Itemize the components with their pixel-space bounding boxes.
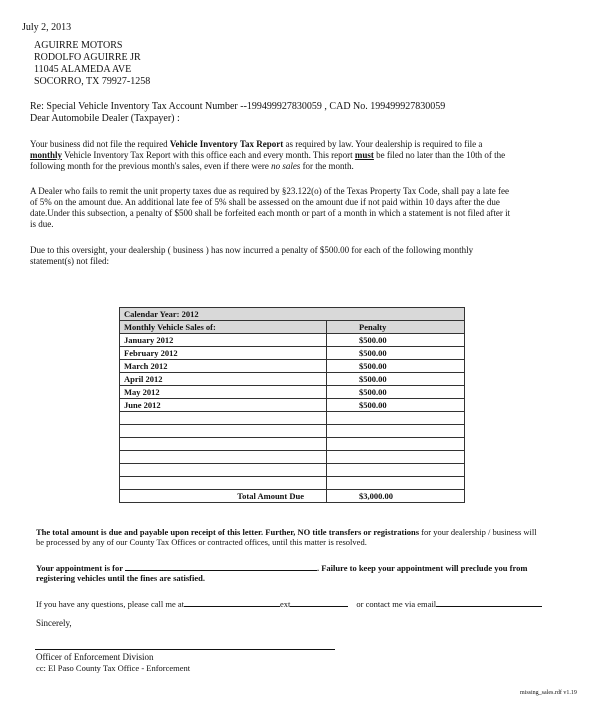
phone-blank[interactable] bbox=[184, 597, 280, 607]
table-row bbox=[120, 477, 465, 490]
paragraph-line: be processed by any of our County Tax Offices or contracted offices, until this matter is resolved. bbox=[36, 537, 367, 547]
month-cell: January 2012 bbox=[120, 334, 327, 347]
month-cell: April 2012 bbox=[120, 373, 327, 386]
penalty-cell bbox=[327, 464, 465, 477]
penalty-cell: $500.00 bbox=[327, 334, 465, 347]
paragraph-line: Due to this oversight, your dealership ( business ) has now incurred a penalty of $500.00 for each of the following monthly bbox=[30, 245, 474, 255]
paragraph-line: Your appointment is for . Failure to keep your appointment will preclude you from bbox=[36, 563, 528, 573]
month-cell bbox=[120, 412, 327, 425]
month-cell: February 2012 bbox=[120, 347, 327, 360]
table-row bbox=[120, 425, 465, 438]
month-cell: May 2012 bbox=[120, 386, 327, 399]
paragraph-line: following month for the previous month's sales, even if there were no sales for the month. bbox=[30, 161, 354, 171]
month-cell: March 2012 bbox=[120, 360, 327, 373]
address-line: 11045 ALAMEDA AVE bbox=[34, 64, 132, 75]
signature-line bbox=[35, 649, 335, 650]
appointment-notice bbox=[36, 561, 527, 583]
calendar-year-header: Calendar Year: 2012 bbox=[120, 308, 465, 321]
paragraph-penalty-notice bbox=[30, 245, 473, 267]
penalty-cell bbox=[327, 412, 465, 425]
penalty-table bbox=[119, 307, 465, 503]
email-blank[interactable] bbox=[436, 597, 542, 607]
penalty-cell bbox=[327, 477, 465, 490]
table-row bbox=[120, 360, 465, 373]
officer-title: Officer of Enforcement Division bbox=[36, 652, 154, 662]
paragraph-line: registering vehicles until the fines are satisfied. bbox=[36, 573, 205, 583]
month-cell bbox=[120, 464, 327, 477]
month-cell: June 2012 bbox=[120, 399, 327, 412]
penalty-cell: $500.00 bbox=[327, 360, 465, 373]
column-header-penalty: Penalty bbox=[327, 321, 465, 334]
table-row bbox=[120, 412, 465, 425]
penalty-cell: $500.00 bbox=[327, 373, 465, 386]
column-header-month: Monthly Vehicle Sales of: bbox=[120, 321, 327, 334]
table-row bbox=[120, 451, 465, 464]
closing: Sincerely, bbox=[36, 618, 72, 628]
table-row bbox=[120, 464, 465, 477]
address-line: AGUIRRE MOTORS bbox=[34, 40, 123, 51]
month-cell bbox=[120, 425, 327, 438]
month-cell bbox=[120, 451, 327, 464]
table-row bbox=[120, 438, 465, 451]
penalty-cell: $500.00 bbox=[327, 399, 465, 412]
ext-blank[interactable] bbox=[290, 597, 348, 607]
paragraph-line: of 5% on the amount due. An additional late fee of 5% shall be assessed on the amount due if not paid within 10 days after the due bbox=[30, 197, 500, 207]
penalty-cell: $500.00 bbox=[327, 386, 465, 399]
cc-line: cc: El Paso County Tax Office - Enforcement bbox=[36, 663, 191, 673]
penalty-cell bbox=[327, 425, 465, 438]
paragraph-line: date.Under this subsection, a penalty of $500 shall be forfeited each month or part of a month in which a statement is not filed after it bbox=[30, 208, 511, 218]
payment-due-notice bbox=[36, 527, 537, 547]
form-id: missing_sales.rdf v1.19 bbox=[520, 690, 577, 696]
appointment-blank[interactable] bbox=[125, 561, 317, 571]
table-row bbox=[120, 386, 465, 399]
total-label: Total Amount Due bbox=[120, 490, 327, 503]
total-value: $3,000.00 bbox=[327, 490, 465, 503]
penalty-cell: $500.00 bbox=[327, 347, 465, 360]
month-cell bbox=[120, 477, 327, 490]
paragraph-line: A Dealer who fails to remit the unit property taxes due as required by §23.122(o) of the Texas Property Tax Code, shall pay a late fee bbox=[30, 186, 510, 196]
paragraph-line: is due. bbox=[30, 219, 54, 229]
letter-date: July 2, 2013 bbox=[22, 22, 72, 33]
re-line: Re: Special Vehicle Inventory Tax Account Number --199499927830059 , CAD No. 199499927830059 bbox=[30, 101, 446, 112]
paragraph-line: Your business did not file the required Vehicle Inventory Tax Report as required by law. Your dealership is required to file a bbox=[30, 139, 483, 149]
month-cell bbox=[120, 438, 327, 451]
table-row bbox=[120, 399, 465, 412]
table-row bbox=[120, 373, 465, 386]
total-row bbox=[120, 490, 465, 503]
table-row bbox=[120, 347, 465, 360]
penalty-cell bbox=[327, 438, 465, 451]
address-line: SOCORRO, TX 79927-1258 bbox=[34, 76, 151, 87]
paragraph-line: statement(s) not filed: bbox=[30, 256, 109, 266]
contact-line: If you have any questions, please call me at ext or contact me via email bbox=[36, 597, 542, 609]
table-row bbox=[120, 334, 465, 347]
address-line: RODOLFO AGUIRRE JR bbox=[34, 52, 141, 63]
recipient-address bbox=[34, 40, 150, 88]
salutation: Dear Automobile Dealer (Taxpayer) : bbox=[30, 113, 180, 124]
penalty-cell bbox=[327, 451, 465, 464]
paragraph-line: The total amount is due and payable upon receipt of this letter. Further, NO title transfers or registrations for your dealership / business will bbox=[36, 527, 537, 537]
paragraph-late-fee bbox=[30, 186, 510, 230]
paragraph-filing-requirement bbox=[30, 139, 505, 172]
paragraph-line: monthly Vehicle Inventory Tax Report with this office each and every month. This report must be filed no later than the 10th of the bbox=[30, 150, 506, 160]
